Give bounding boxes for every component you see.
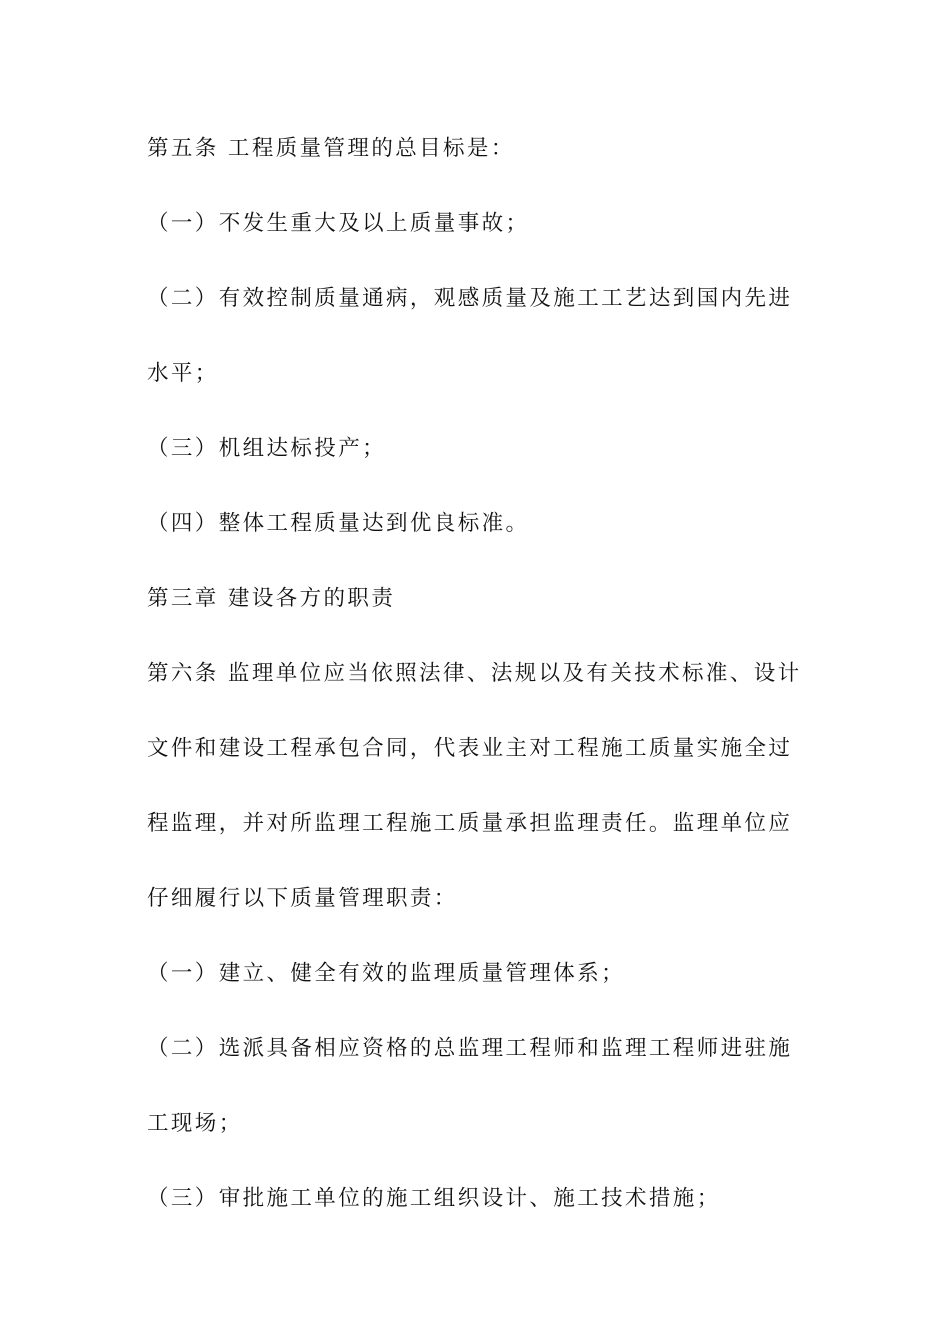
article-5-item-3: （三）机组达标投产； bbox=[147, 436, 387, 461]
article-5-item-1: （一）不发生重大及以上质量事故； bbox=[147, 211, 530, 236]
article-6-text-line-4: 仔细履行以下质量管理职责： bbox=[147, 886, 458, 911]
article-6-item-2-cont: 工现场； bbox=[147, 1111, 243, 1136]
chapter-3-heading: 第三章 建设各方的职责 bbox=[147, 586, 396, 611]
article-6-text-line-3: 程监理，并对所监理工程施工质量承担监理责任。监理单位应 bbox=[147, 811, 793, 836]
article-6-item-2: （二）选派具备相应资格的总监理工程师和监理工程师进驻施 bbox=[147, 1036, 793, 1061]
article-5-heading: 第五条 工程质量管理的总目标是： bbox=[147, 136, 515, 161]
article-6-item-1: （一）建立、健全有效的监理质量管理体系； bbox=[147, 961, 626, 986]
article-5-item-2-cont: 水平； bbox=[147, 361, 219, 386]
article-6-text-line-2: 文件和建设工程承包合同，代表业主对工程施工质量实施全过 bbox=[147, 736, 793, 761]
article-5-item-4: （四）整体工程质量达到优良标准。 bbox=[147, 511, 530, 536]
article-5-item-2: （二）有效控制质量通病，观感质量及施工工艺达到国内先进 bbox=[147, 286, 793, 311]
article-6-item-3: （三）审批施工单位的施工组织设计、施工技术措施； bbox=[147, 1186, 721, 1211]
article-6-heading: 第六条 监理单位应当依照法律、法规以及有关技术标准、设计 bbox=[147, 661, 802, 686]
